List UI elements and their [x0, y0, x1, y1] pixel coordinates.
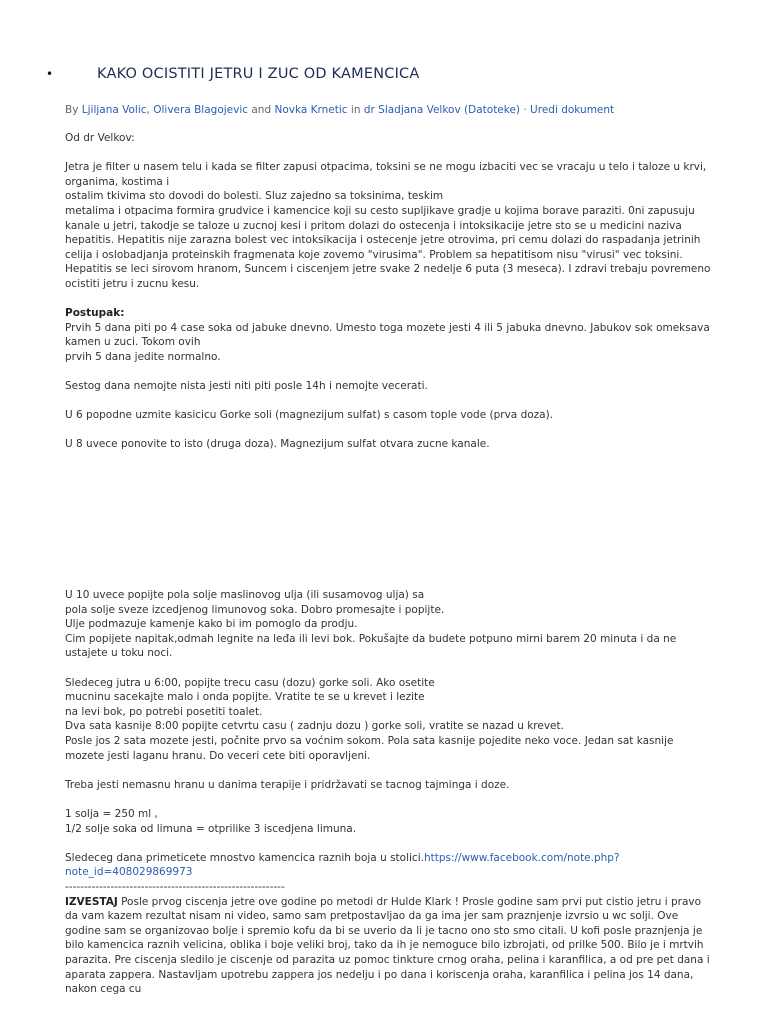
paragraph-diet: Treba jesti nemasnu hranu u danima terapije i pridržavati se tacnog tajminga i doze.	[65, 778, 510, 791]
author-link-3[interactable]: Novka Krnetic	[274, 104, 348, 116]
paragraph-result	[65, 851, 715, 880]
author-link-2[interactable]: Olivera Blagojevic	[153, 104, 249, 116]
paragraph-liver: Jetra je filter u nasem telu i kada se filter zapusi otpacima, toksini se ne mogu izbaciti vec se vracaju u telo i taloze u krvi, organima, kostima i ostalim tkivima sto dovodi do bolesti. Sluz zajedno sa toksinima, teskim metalima i otpacima formira grudvice i kamencice koji su cesto supljikave gradje u kojima borave paraziti. 0ni zapusuju kanale u jetri, takodje se taloze u zucnoj kesi i pritom dolazi do ostecenja i intoksikacije jetre sto se u medicini naziva hepatitis. Hepatitis nije zarazna bolest vec intoksikacija i ostecenje jetre otrovima, pri cemu dolazi do raspadanja jetrinih celija i oslobadjanja proteinskih fragmenata koje zovemo "virusima". Problem sa hepatitisom nisu "virusi" vec toksini. Hepatitis se leci sirovom hranom, Suncem i ciscenjem jetre svake 2 nedelje 6 puta (3 meseca). I zdravi trebaju povremeno ocistiti jetru i zucnu kesu.	[65, 161, 711, 290]
byline	[65, 103, 614, 118]
document-body	[65, 131, 715, 997]
bullet-icon: •	[46, 67, 54, 81]
title-row	[0, 62, 768, 86]
group-link[interactable]: dr Sladjana Velkov (Datoteke)	[363, 104, 521, 116]
paragraph-next-morning: Sledeceg jutra u 6:00, popijte trecu casu (dozu) gorke soli. Ako osetite mucninu sacekajte malo i onda popijte. Vratite te se u krevet i lezite na levi bok, po potrebi posetiti toalet. Dva sata kasnije 8:00 popijte cetvrtu casu ( zadnju dozu ) gorke soli, vratite se nazad u krevet. Posle jos 2 sata mozete jesti, počnite prvo sa voćnim sokom. Pola sata kasnije pojedite neko voce. Jedan sat kasnije mozete jesti laganu hranu. Do veceri cete biti oporavljeni.	[65, 676, 674, 762]
byline-and: and	[248, 104, 275, 116]
procedure-heading	[65, 306, 715, 321]
facebook-note-link[interactable]: https://www.facebook.com/note.php?note_id=408029869973	[65, 851, 620, 879]
report-label: IZVESTAJ	[65, 895, 118, 908]
paragraph-first-dose: U 6 popodne uzmite kasicicu Gorke soli (magnezijum sulfat) s casom tople vode (prva doza).	[65, 409, 554, 422]
paragraph-measures: 1 solja = 250 ml , 1/2 solje soka od limuna = otprilike 3 iscedjena limuna.	[65, 807, 357, 835]
paragraph-report	[65, 895, 715, 997]
byline-dot: ·	[520, 104, 531, 116]
divider-line: ----------------------------------------------------------	[65, 880, 285, 893]
author-link-1[interactable]: Ljiljana Volic	[81, 104, 147, 116]
paragraph-olive-oil: U 10 uvece popijte pola solje maslinovog ulja (ili susamovog ulja) sa pola solje sveze izcedjenog limunovog soka. Dobro promesajte i popijte. Ulje podmazuje kamenje kako bi im pomoglo da prodju. Cim popijete napitak,odmah legnite na leđa ili levi bok. Pokušajte da budete potpuno mirni barem 20 minuta i da ne ustajete u toku noci.	[65, 589, 677, 660]
report-text: Posle prvog ciscenja jetre ove godine po metodi dr Hulde Klark ! Prosle godine sam prvi put cistio jetru i pravo da vam kazem rezultat nisam ni video, samo sam pretpostavljao da ga ima jer sam praznjenje izvrsio u wc solji. Ove godine sam se organizovao bolje i spremio kofu da bi se uverio da li je tacno ono sto smo citali. U kofi posle praznjenja je bilo kamencica raznih velicina, oblika i boje veliki broj, tako da ih je nemoguce bilo izbrojati, od prilke 500. Bilo je i mrtvih parazita. Pre ciscenja sledilo je ciscenje od parazita uz pomoc tinkture crnog oraha, pelina i karanfilica, a od pre pet dana i aparata zappera. Nastavljam upotrebu zappera jos nedelju i po dana i koriscenja oraha, karanfilica i pelina jos 14 dana, nakon cega cu	[65, 895, 710, 996]
intro-text: Od dr Velkov:	[65, 132, 135, 144]
result-text: Sledeceg dana primeticete mnostvo kamencica raznih boja u stolici.	[65, 851, 424, 864]
paragraph-sixth-day: Sestog dana nemojte nista jesti niti piti posle 14h i nemojte vecerati.	[65, 380, 428, 393]
edit-document-link[interactable]: Uredi dokument	[530, 104, 615, 116]
paragraph-second-dose: U 8 uvece ponovite to isto (druga doza). Magnezijum sulfat otvara zucne kanale.	[65, 438, 490, 451]
byline-sep: ,	[146, 104, 154, 116]
byline-by: By	[65, 104, 82, 116]
procedure-label: Postupak:	[65, 307, 125, 320]
paragraph-apple-juice: Prvih 5 dana piti po 4 case soka od jabuke dnevno. Umesto toga mozete jesti 4 ili 5 jabuka dnevno. Jabukov sok omeksava kamen u zuci. Tokom ovih prvih 5 dana jedite normalno.	[65, 321, 710, 363]
byline-in: in	[347, 104, 364, 116]
page-title: KAKO OCISTITI JETRU I ZUC OD KAMENCICA	[97, 66, 420, 82]
